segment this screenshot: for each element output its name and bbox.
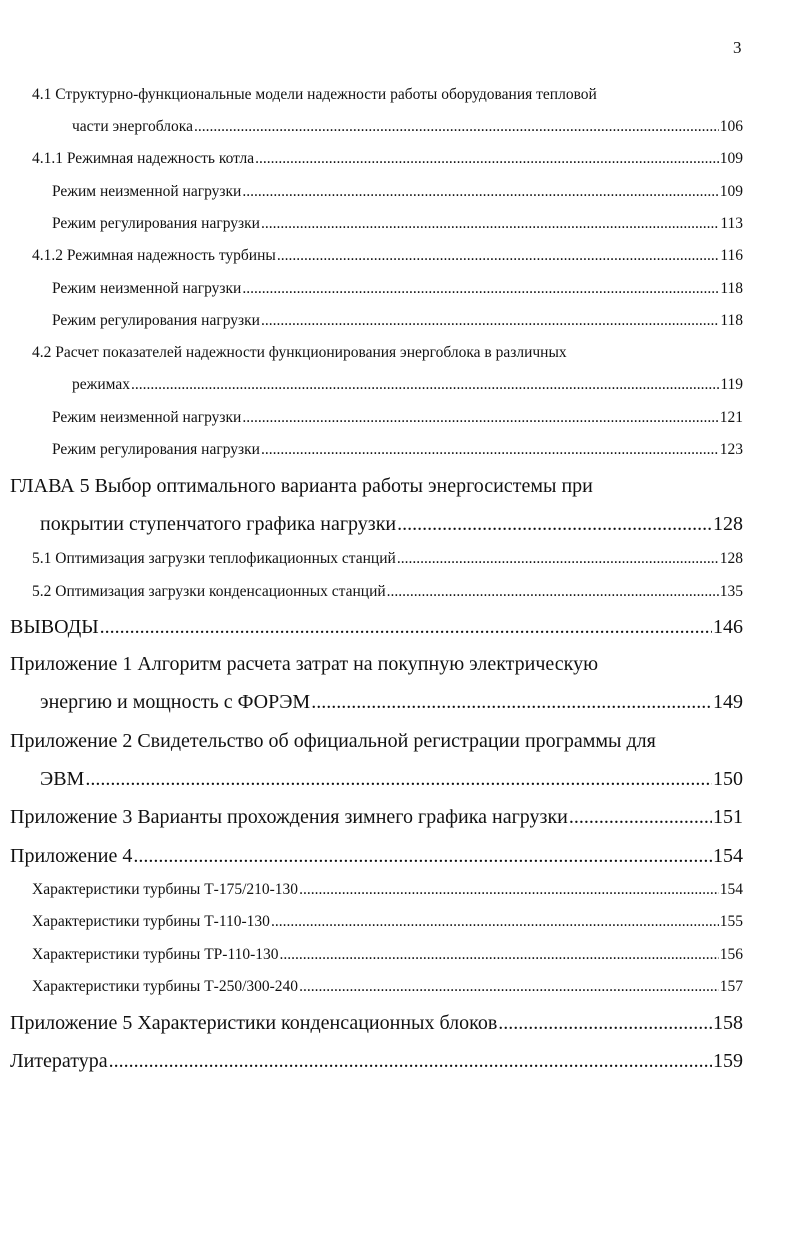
toc-entry-title: Режим регулирования нагрузки [52, 441, 260, 458]
toc-page-number: 151 [713, 806, 743, 828]
toc-entry-chapter-5[interactable] [40, 513, 743, 536]
dot-leader [271, 913, 719, 931]
dot-leader [299, 978, 719, 996]
toc-entry-title: 4.1.1 Режимная надежность котла [32, 150, 255, 167]
toc-entry-title: энергию и мощность с ФОРЭМ [40, 691, 311, 713]
dot-leader [261, 441, 719, 459]
toc-entry-title: Режим неизменной нагрузки [52, 183, 242, 200]
toc-page-number: 154 [713, 845, 743, 867]
toc-entry-title: части энергоблока [72, 118, 193, 135]
dot-leader [133, 845, 712, 868]
toc-entry-conclusions[interactable] [10, 616, 743, 639]
toc-entry-appendix-4-a[interactable] [32, 881, 743, 899]
toc-entry-5-2[interactable] [32, 583, 743, 601]
toc-entry-4-2-b[interactable] [52, 441, 743, 459]
toc-page-number: 121 [719, 409, 743, 426]
dot-leader [311, 691, 712, 714]
toc-entry-4-1[interactable] [72, 118, 743, 136]
toc-page-number: 123 [719, 441, 743, 458]
toc-entry-appendix-3[interactable] [10, 806, 743, 829]
dot-leader [100, 616, 712, 639]
toc-entry-title: Характеристики турбины Т-250/300-240 [32, 978, 299, 995]
toc-page-number: 154 [719, 881, 743, 898]
toc-entry-title: Характеристики турбины ТР-110-130 [32, 946, 279, 963]
toc-entry-appendix-1[interactable] [40, 691, 743, 714]
toc-entry-appendix-4-c[interactable] [32, 946, 743, 964]
dot-leader [85, 768, 712, 791]
toc-page-number: 150 [713, 768, 743, 790]
dot-leader [387, 583, 719, 601]
toc-page-number: 118 [720, 280, 743, 297]
toc-entry-title: Приложение 3 Варианты прохождения зимнего графика нагрузки [10, 806, 568, 828]
toc-page-number: 157 [719, 978, 743, 995]
dot-leader [261, 215, 719, 233]
toc-entry-5-1[interactable] [32, 550, 743, 568]
dot-leader [255, 150, 719, 168]
toc-page-number: 118 [720, 312, 743, 329]
dot-leader [242, 409, 718, 427]
toc-entry-4-1-line1: 4.1 Структурно-функциональные модели надежности работы оборудования тепловой [32, 86, 597, 103]
toc-entry-appendix-2-line1: Приложение 2 Свидетельство об официальной регистрации программы для [10, 730, 656, 752]
toc-entry-4-1-2-b[interactable] [52, 312, 743, 330]
dot-leader [131, 376, 719, 394]
dot-leader [569, 806, 712, 829]
toc-entry-title: 5.2 Оптимизация загрузки конденсационных станций [32, 583, 386, 600]
toc-entry-4-1-1[interactable] [32, 150, 743, 168]
toc-entry-4-1-2-a[interactable] [52, 280, 743, 298]
dot-leader [242, 280, 719, 298]
toc-page-number: 128 [713, 513, 743, 535]
toc-entry-chapter-5-line1: ГЛАВА 5 Выбор оптимального варианта работы энергосистемы при [10, 475, 593, 497]
page-number: 3 [733, 38, 742, 57]
dot-leader [397, 513, 712, 536]
toc-entry-title: 4.1.2 Режимная надежность турбины [32, 247, 276, 264]
dot-leader [397, 550, 719, 568]
toc-entry-title: покрытии ступенчатого графика нагрузки [40, 513, 397, 535]
toc-entry-literature[interactable] [10, 1050, 743, 1073]
toc-entry-title: Режим неизменной нагрузки [52, 280, 242, 297]
toc-entry-appendix-1-line1: Приложение 1 Алгоритм расчета затрат на покупную электрическую [10, 653, 599, 675]
toc-entry-title: Приложение 4 [10, 845, 133, 867]
toc-entry-appendix-4-d[interactable] [32, 978, 743, 996]
toc-entry-title: Приложение 5 Характеристики конденсационных блоков [10, 1012, 498, 1034]
dot-leader [280, 946, 719, 964]
toc-page-number: 149 [713, 691, 743, 713]
toc-entry-title: ВЫВОДЫ [10, 616, 99, 638]
toc-page-number: 135 [719, 583, 743, 600]
toc-entry-title: Режим неизменной нагрузки [52, 409, 242, 426]
toc-entry-title: режимах [72, 376, 130, 393]
dot-leader [109, 1050, 712, 1073]
dot-leader [498, 1012, 712, 1035]
toc-page-number: 109 [719, 150, 743, 167]
toc-entry-title: Характеристики турбины Т-175/210-130 [32, 881, 299, 898]
toc-entry-4-1-1-a[interactable] [52, 183, 743, 201]
toc-page-number: 146 [713, 616, 743, 638]
toc-page-number: 119 [720, 376, 743, 393]
toc-entry-title: Режим регулирования нагрузки [52, 312, 260, 329]
toc-page-number: 159 [713, 1050, 743, 1072]
toc-entry-appendix-4[interactable] [10, 845, 743, 868]
toc-page-number: 109 [719, 183, 743, 200]
dot-leader [261, 312, 719, 330]
toc-page-number: 158 [713, 1012, 743, 1034]
toc-entry-4-2-a[interactable] [52, 409, 743, 427]
toc-entry-title: Литература [10, 1050, 108, 1072]
toc-page-number: 156 [719, 946, 743, 963]
toc-page-number: 155 [719, 913, 743, 930]
toc-entry-title: ЭВМ [40, 768, 85, 790]
dot-leader [194, 118, 719, 136]
toc-entry-appendix-5[interactable] [10, 1012, 743, 1035]
toc-page-number: 113 [720, 215, 743, 232]
toc-page-number: 106 [719, 118, 743, 135]
toc-entry-title: Характеристики турбины Т-110-130 [32, 913, 270, 930]
toc-entry-4-1-1-b[interactable] [52, 215, 743, 233]
toc-entry-4-2-line1: 4.2 Расчет показателей надежности функционирования энергоблока в различных [32, 344, 567, 361]
toc-page-number: 128 [719, 550, 743, 567]
toc-entry-title: 5.1 Оптимизация загрузки теплофикационных станций [32, 550, 396, 567]
toc-page-number: 116 [720, 247, 743, 264]
toc-entry-appendix-4-b[interactable] [32, 913, 743, 931]
dot-leader [299, 881, 719, 899]
toc-entry-title: Режим регулирования нагрузки [52, 215, 260, 232]
dot-leader [242, 183, 718, 201]
toc-entry-4-2[interactable] [72, 376, 743, 394]
dot-leader [277, 247, 720, 265]
toc-entry-4-1-2[interactable] [32, 247, 743, 265]
toc-entry-appendix-2[interactable] [40, 768, 743, 791]
